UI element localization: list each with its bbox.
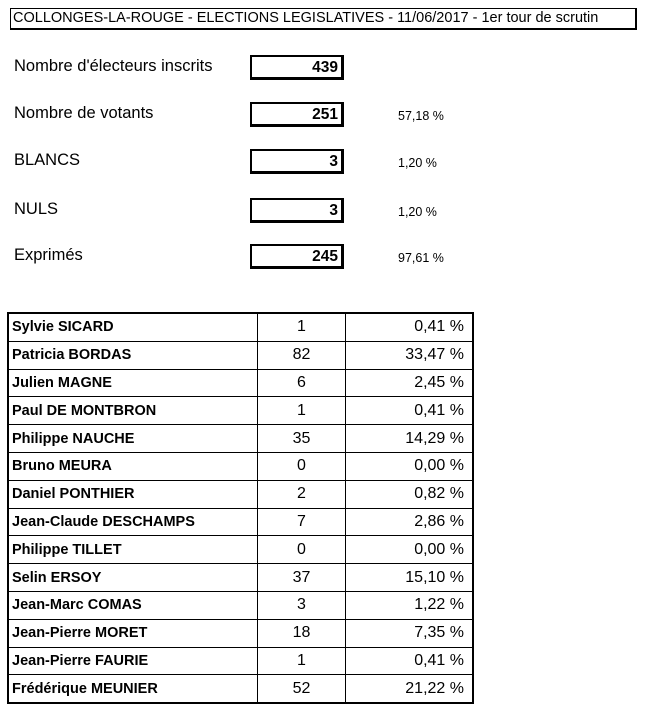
table-row: [8, 397, 473, 425]
candidate-votes: 1: [258, 647, 346, 675]
candidate-name: Philippe TILLET: [8, 536, 258, 564]
candidate-votes: 2: [258, 480, 346, 508]
candidate-votes: 18: [258, 619, 346, 647]
stat-value-blancs: 3: [250, 149, 344, 174]
stat-label-inscrits: Nombre d'électeurs inscrits: [14, 57, 213, 75]
table-row: [8, 508, 473, 536]
stat-label-exprimes: Exprimés: [14, 246, 83, 264]
table-row: [8, 452, 473, 480]
stat-label-votants: Nombre de votants: [14, 104, 154, 122]
candidate-percent: 7,35 %: [346, 619, 474, 647]
candidate-percent: 14,29 %: [346, 425, 474, 453]
candidate-percent: 0,41 %: [346, 647, 474, 675]
candidate-votes: 37: [258, 564, 346, 592]
stat-percent-blancs: 1,20 %: [398, 156, 437, 170]
stat-percent-nuls: 1,20 %: [398, 205, 437, 219]
stat-value-exprimes: 245: [250, 244, 344, 269]
candidate-name: Jean-Pierre MORET: [8, 619, 258, 647]
candidate-votes: 6: [258, 369, 346, 397]
candidate-votes: 0: [258, 536, 346, 564]
candidate-percent: 0,41 %: [346, 313, 474, 341]
stat-value-inscrits: 439: [250, 55, 344, 80]
candidate-votes: 3: [258, 591, 346, 619]
table-row: [8, 564, 473, 592]
candidate-name: Jean-Pierre FAURIE: [8, 647, 258, 675]
candidate-name: Daniel PONTHIER: [8, 480, 258, 508]
candidate-percent: 0,00 %: [346, 452, 474, 480]
candidate-votes: 82: [258, 341, 346, 369]
candidate-percent: 2,45 %: [346, 369, 474, 397]
candidate-percent: 21,22 %: [346, 675, 474, 703]
table-row: [8, 341, 473, 369]
candidate-percent: 0,82 %: [346, 480, 474, 508]
candidate-votes: 1: [258, 397, 346, 425]
candidate-percent: 15,10 %: [346, 564, 474, 592]
table-row: [8, 369, 473, 397]
table-row: [8, 480, 473, 508]
candidate-name: Philippe NAUCHE: [8, 425, 258, 453]
table-row: [8, 619, 473, 647]
stat-label-blancs: BLANCS: [14, 151, 81, 169]
table-row: [8, 591, 473, 619]
table-row: [8, 425, 473, 453]
stat-value-votants: 251: [250, 102, 344, 127]
candidate-name: Paul DE MONTBRON: [8, 397, 258, 425]
candidate-name: Frédérique MEUNIER: [8, 675, 258, 703]
candidate-percent: 2,86 %: [346, 508, 474, 536]
candidate-votes: 52: [258, 675, 346, 703]
stat-percent-exprimes: 97,61 %: [398, 251, 444, 265]
stat-label-nuls: NULS: [14, 200, 59, 218]
candidate-percent: 1,22 %: [346, 591, 474, 619]
page-title: COLLONGES-LA-ROUGE - ELECTIONS LEGISLATIVES - 11/06/2017 - 1er tour de scrutin: [10, 8, 637, 30]
table-row: [8, 647, 473, 675]
candidate-name: Jean-Marc COMAS: [8, 591, 258, 619]
candidate-name: Patricia BORDAS: [8, 341, 258, 369]
candidate-votes: 0: [258, 452, 346, 480]
candidate-name: Bruno MEURA: [8, 452, 258, 480]
candidate-name: Julien MAGNE: [8, 369, 258, 397]
candidate-votes: 35: [258, 425, 346, 453]
candidate-name: Jean-Claude DESCHAMPS: [8, 508, 258, 536]
candidate-name: Selin ERSOY: [8, 564, 258, 592]
candidate-name: Sylvie SICARD: [8, 313, 258, 341]
stat-value-nuls: 3: [250, 198, 344, 223]
table-row: [8, 536, 473, 564]
table-row: [8, 675, 473, 703]
candidate-votes: 1: [258, 313, 346, 341]
candidate-votes: 7: [258, 508, 346, 536]
results-table: [7, 312, 474, 704]
candidate-percent: 33,47 %: [346, 341, 474, 369]
stat-percent-votants: 57,18 %: [398, 109, 444, 123]
table-row: [8, 313, 473, 341]
candidate-percent: 0,00 %: [346, 536, 474, 564]
candidate-percent: 0,41 %: [346, 397, 474, 425]
